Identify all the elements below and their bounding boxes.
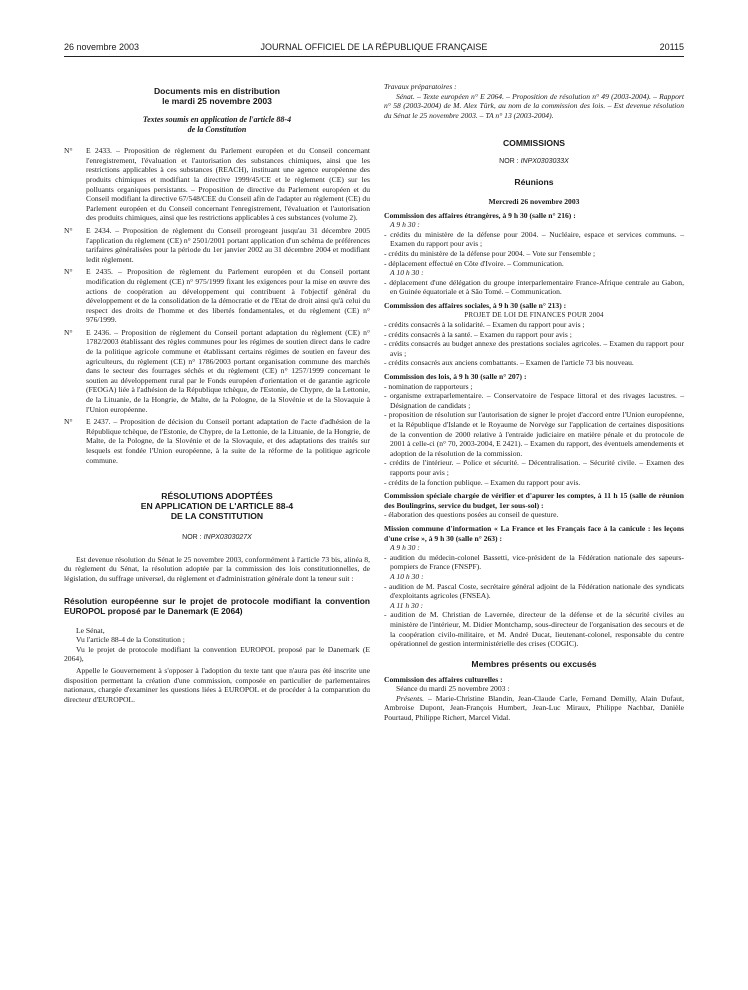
presents-label: Présents. — [396, 693, 425, 703]
nor-reference — [64, 533, 370, 543]
nor-code: INPX0303027X — [203, 534, 252, 542]
doc-item-text: E 2437. – Proposition de décision du Conseil portant adaptation de l'acte d'adhésion de la République tchèque, de l'Estonie, de Chypre, de la Lettonie, de la Lituanie, de la Hongrie, de Malte, de la Pologne, de la Slovénie et de la Slovaquie, et des adaptations des traités sur lesquels est fondée l'Union européenne, à la suite de la réforme de la politique agricole commune. — [86, 417, 370, 465]
presents-text: – Marie-Christine Blandin, Jean-Claude Carle, Fernand Demilly, Alain Dufaut, Ambroise Dupont, Jean-François Humbert, Jean-Luc Miraux, Philippe Nachbar, Danièle Pourtaud, Philippe Richert, Marcel Vidal. — [384, 693, 684, 723]
commission-heading: Mission commune d'information « La France et les Français face à la canicule : les leçons d'une crise », à 9 h 30 (salle n° 263) : — [384, 523, 684, 543]
docs-list — [64, 146, 370, 465]
agenda-item: - audition de M. Christian de Lavernée, directeur de la défense et de la sécurité civiles au ministère de l'intérieur, M. Didier Montchamp, sous-directeur de l'organisation des secours et de la coopération civilo-militaire, et M. André Ducat, lieutenant-colonel, responsable du centre opérationnel de gestion interministérielle des crises (COGIC). — [384, 610, 684, 649]
doc-item — [64, 226, 370, 264]
agenda-item: - proposition de résolution sur l'autorisation de signer le projet d'accord entre l'Union européenne, et la République d'Islande et le Royaume de Norvège sur l'application de certaines dispositions de la convention de 2000 relative à l'entraide judiciaire en matière pénale et du protocole de 2001 à celle-ci (n° 70, 2003-2004, E 2421). – Examen du rapport, des éventuels amendements et adoption de la résolution de la commission. — [384, 410, 684, 458]
agenda-item: - déplacement effectué en Côte d'Ivoire. – Communication. — [384, 258, 564, 268]
membres-title: Membres présents ou excusés — [471, 658, 597, 669]
commission-block — [384, 372, 684, 487]
seance-line: Séance du mardi 25 novembre 2003 : — [396, 684, 510, 694]
agenda-item: - crédits consacrés à la solidarité. – Examen du rapport pour avis ; — [384, 320, 585, 330]
agenda-item: - audition du médecin-colonel Bassetti, vice-président de la Fédération nationale des sapeurs-pompiers de France (FNSPF). — [384, 552, 684, 572]
doc-item-num: N° — [64, 225, 73, 235]
reunions-title: Réunions — [514, 176, 554, 187]
resolution-senat: Le Sénat, — [76, 625, 105, 635]
docs-subtitle-line: de la Constitution — [187, 124, 247, 134]
right-column — [384, 82, 684, 723]
header-rule — [64, 56, 684, 57]
page-header — [64, 42, 684, 54]
agenda-item: - crédits de la fonction publique. – Examen du rapport pour avis. — [384, 477, 581, 487]
agenda-item: - crédits consacrés aux anciens combattants. – Examen de l'article 73 bis nouveau. — [384, 358, 634, 368]
agenda-item: - crédits consacrés à la santé. – Examen du rapport pour avis ; — [384, 329, 572, 339]
resolutions-title-line: EN APPLICATION DE L'ARTICLE 88-4 — [140, 501, 294, 512]
resolution-vu-1: Vu l'article 88-4 de la Constitution ; — [76, 635, 185, 645]
agenda-item: - audition de M. Pascal Coste, secrétaire général adjoint de la Fédération nationale des syndicats d'exploitants agricoles (FNSEA). — [384, 581, 684, 601]
agenda-time: A 11 h 30 : — [390, 600, 424, 610]
doc-item — [64, 146, 370, 223]
commission-heading: Commission des lois, à 9 h 30 (salle n° 207) : — [384, 372, 527, 382]
agenda-item: - crédits consacrés au budget annexe des prestations sociales agricoles. – Examen du rapport pour avis ; — [384, 339, 684, 358]
commissions-title: COMMISSIONS — [502, 138, 566, 149]
docs-subtitle — [64, 115, 370, 134]
agenda-time: A 9 h 30 : — [390, 220, 420, 230]
commission-heading: Commission des affaires sociales, à 9 h 30 (salle n° 213) : — [384, 300, 567, 310]
agenda-time: A 10 h 30 : — [390, 268, 424, 278]
agenda-item: - crédits du ministère de la défense pour 2004. – Nucléaire, espace et services communs. – Examen du rapport pour avis ; — [384, 229, 684, 249]
docs-title — [64, 86, 370, 106]
doc-item — [64, 267, 370, 325]
travaux-text: Sénat. – Texte européen n° E 2064. – Proposition de résolution n° 49 (2003-2004). – Rapport n° 58 (2003-2004) de M. Alex Türk, au nom de la commission des lois. – Est devenue résolution du Sénat le 25 novembre 2003. – TA n° 13 (2003-2004). — [384, 91, 684, 120]
doc-item-text: E 2435. – Proposition de règlement du Parlement européen et du Conseil portant modification du règlement (CE) n° 975/1999 fixant les exigences pour la mise en œuvre des actions de coopération au développement qui contribuent à l'objectif général du développement et de la consolidation de la démocratie et de l'Etat de droit ainsi qu'à celui du respect des droits de l'homme et des libertés fondamentales, et du règlement (CE) n° 976/1999. — [86, 267, 370, 325]
doc-item-num: N° — [64, 327, 73, 337]
agenda-item: - organisme extraparlementaire. – Conservatoire de l'espace littoral et des rivages lacustres. – Désignation de candidats ; — [384, 391, 684, 410]
docs-title-line: Documents mis en distribution — [153, 86, 281, 96]
commission-block — [384, 524, 684, 649]
header-date: 26 novembre 2003 — [64, 42, 140, 52]
header-page-number: 20115 — [659, 42, 684, 52]
meeting-date: Mercredi 26 novembre 2003 — [488, 196, 580, 206]
docs-subtitle-line: Textes soumis en application de l'article 88-4 — [142, 115, 292, 124]
agenda-time: A 9 h 30 : — [390, 543, 420, 553]
doc-item-text: E 2433. – Proposition de règlement du Parlement européen et du Conseil concernant l'enregistrement, l'évaluation et l'autorisation des substances chimiques, ainsi que les restrictions applicables à ces substances (REACH), instituant une agence européenne des produits chimiques et modifiant la directive 1999/45/CE et le règlement (CE) sur les polluants organiques persistants. – Proposition de directive du Parlement européen et du Conseil modifiant la directive 67/548/CEE du Conseil afin de l'adapter au règlement (CE) du Parlement européen et du Conseil concernant l'enregistrement, l'évaluation et l'autorisation des produits chimiques, ainsi que les restrictions applicables à ces substances (volume 2). — [86, 146, 370, 223]
culturelles-heading: Commission des affaires culturelles : — [384, 674, 503, 684]
agenda-item: - déplacement d'une délégation du groupe interparlementaire France-Afrique centrale au Gabon, en Guinée équatoriale et à São Tomé. – Communication. — [384, 277, 684, 297]
resolutions-title — [64, 491, 370, 521]
agenda-item: - crédits du ministère de la défense pour 2004. – Vote sur l'ensemble ; — [384, 248, 596, 258]
resolution-vu-2: Vu le projet de protocole modifiant la convention EUROPOL proposé par le Danemark (E 2064), — [64, 644, 370, 664]
presents-paragraph — [384, 694, 684, 723]
header-journal-title: JOURNAL OFFICIEL DE LA RÉPUBLIQUE FRANÇAISE — [260, 42, 488, 52]
commission-heading: Commission spéciale chargée de vérifier et d'apurer les comptes, à 11 h 15 (salle de réunion des Boulingrins, service du budget, 1er sous-sol) : — [384, 491, 684, 510]
commission-block — [384, 301, 684, 368]
resolution-appelle: Appelle le Gouvernement à s'opposer à l'adoption du texte tant que n'aura pas été inscrite une disposition permettant la création d'une commission, composée en particulier de parlementaires nationaux, chargée d'examiner les questions liées à EUROPOL et de procéder à la comparution du directeur d'EUROPOL. — [64, 665, 370, 704]
resolutions-title-line: DE LA CONSTITUTION — [170, 511, 264, 522]
doc-item-text: E 2434. – Proposition de règlement du Conseil prorogeant jusqu'au 31 décembre 2005 l'application du règlement (CE) n° 2501/2001 portant application d'un schéma de préférences tarifaires généralisées pour la période du 1er janvier 2002 au 31 décembre 2004 et modifiant ledit règlement. — [86, 225, 370, 264]
agenda-caption: PROJET DE LOI DE FINANCES POUR 2004 — [464, 310, 604, 319]
agenda-item: - élaboration des questions posées au conseil de questure. — [384, 510, 559, 520]
commission-block — [384, 491, 684, 520]
agenda-item: - crédits de l'intérieur. – Police et sécurité. – Décentralisation. – Sécurité civile. – Examen des rapports pour avis ; — [384, 458, 684, 477]
resolutions-title-line: RÉSOLUTIONS ADOPTÉES — [161, 491, 273, 502]
nor-label: NOR : — [182, 534, 202, 542]
nor-reference-right — [384, 157, 684, 167]
nor-label: NOR : — [499, 158, 519, 166]
agenda-time: A 10 h 30 : — [390, 571, 424, 581]
resolution-title: Résolution européenne sur le projet de protocole modifiant la convention EUROPOL proposé par le Danemark (E 2064) — [64, 595, 370, 616]
left-column — [64, 86, 370, 704]
commission-heading: Commission des affaires étrangères, à 9 h 30 (salle n° 216) : — [384, 210, 576, 220]
agenda-item: - nomination de rapporteurs ; — [384, 381, 473, 391]
commission-blocks — [384, 211, 684, 649]
doc-item-num: N° — [64, 146, 73, 156]
doc-item — [64, 328, 370, 414]
resolution-intro: Est devenue résolution du Sénat le 25 novembre 2003, conformément à l'article 73 bis, alinéa 8, du règlement du Sénat, la résolution adoptée par la commission des lois constitutionnelles, de législation, du suffrage universel, du règlement et d'administration générale dont la teneur suit : — [64, 554, 370, 583]
doc-item-num: N° — [64, 417, 73, 427]
doc-item — [64, 417, 370, 465]
travaux-label: Travaux préparatoires : — [384, 82, 457, 91]
commission-block — [384, 211, 684, 297]
doc-item-text: E 2436. – Proposition de règlement du Conseil portant adaptation du règlement (CE) n° 1782/2003 établissant des règles communes pour les régimes de soutien direct dans le cadre de la politique agricole commune et établissant certains régimes de soutien en faveur des agriculteurs, du règlement (CE) n° 1786/2003 portant organisation commune des marchés dans le secteur des fourrages séchés et du règlement (CE) n° 1257/1999 concernant le soutien au développement rural par le Fonds européen d'orientation et de garantie agricole (FEOGA) liée à l'adhésion de la République tchèque, de l'Estonie, de Chypre, de la Lettonie, de la Lituanie, de la Hongrie, de Malte, de la Pologne, de la Slovénie et de la Slovaquie à l'Union européenne. — [86, 327, 370, 414]
docs-title-line: le mardi 25 novembre 2003 — [162, 96, 272, 106]
doc-item-num: N° — [64, 267, 73, 277]
nor-code: INPX0303033X — [520, 158, 569, 166]
